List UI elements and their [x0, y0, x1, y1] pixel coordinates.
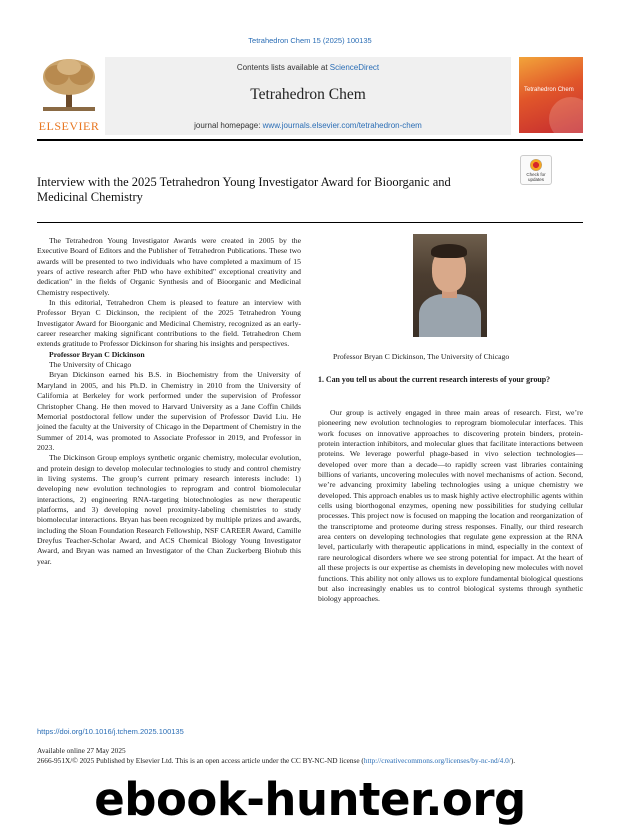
contents-line — [105, 63, 511, 72]
elsevier-tree-icon — [39, 57, 99, 113]
publisher-name: ELSEVIER — [38, 119, 100, 133]
question-heading: 1. Can you tell us about the current research interests of your group? — [318, 375, 551, 384]
elsevier-logo[interactable] — [37, 57, 101, 135]
cover-title: Tetrahedron Chem — [524, 87, 574, 93]
intro-paragraph-1: The Tetrahedron Young Investigator Awards were created in 2005 by the Executive Board of Editors and the Publisher of Tetrahedron Publications. These two awards will be presented to two individuals who have completed a maximum of 15 years of active research after PhD who have exhibited" exceptional creativity and dedication" in the fields of Organic Synthesis and of Bioorganic and Medicinal Chemistry respectively. — [37, 236, 301, 297]
title-rule — [37, 222, 583, 223]
left-column — [37, 236, 301, 567]
homepage-prefix: journal homepage: — [194, 121, 263, 130]
journal-banner — [105, 57, 511, 135]
journal-cover-image[interactable] — [519, 57, 583, 133]
license-link[interactable]: http://creativecommons.org/licenses/by-nc-nd/4.0/ — [363, 756, 511, 765]
check-updates-label: Check for updates — [526, 172, 546, 182]
header-rule — [37, 139, 583, 141]
journal-homepage-link[interactable]: www.journals.elsevier.com/tetrahedron-chem — [262, 121, 422, 130]
journal-header — [37, 57, 583, 135]
license-suffix: ). — [510, 756, 516, 765]
watermark-text: ebook-hunter.org — [94, 773, 526, 826]
check-for-updates-button[interactable] — [520, 155, 552, 185]
bio-paragraph-1: Bryan Dickinson earned his B.S. in Biochemistry from the University of Maryland in 2005, and his Ph.D. in Chemistry in 2010 from the University of California at Berkeley for work performed under the supervision of Professor Christopher Chang. He then moved to Harvard University as a Jane Coffin Childs Memorial postdoctoral fellow under the supervision of Professor David Liu. He joined the faculty at the University of Chicago in the Department of Chemistry in the Summer of 2014, was promoted to Associate Professor in 2019, and Professor in 2023. — [37, 370, 301, 452]
contents-prefix: Contents lists available at — [236, 63, 330, 72]
photo-shirt — [419, 294, 481, 337]
bio-paragraph-2: The Dickinson Group employs synthetic organic chemistry, molecular evolution, and protein design to develop molecular technologies to study and control chemistry in living systems. The group’s current primary research interests include: 1) developing new evolution technologies to reprogram and control biomolecular interactions, 2) engineering RNA-targeting biotechnologies as new therapeutic platforms, and 3) developing novel proximity-labeling chemistries to study biomolecular interactions. Bryan has been recognized by multiple prizes and awards, including the Sloan Foundation Research Fellowship, NSF CAREER Award, Camille Dreyfus Teacher-Scholar Award, and ACS Chemical Biology Young Investigator Award, and Bryan was named an Investigator of the Chan Zuckerberg Biohub this year. — [37, 453, 301, 566]
answer-paragraph: Our group is actively engaged in three main areas of research. First, we’re pioneering new evolution technologies to reprogram biomolecular interfaces. This work focuses on innovative approaches to discovering protein binders, protein-protein interaction inhibitors, and molecular glues that facilitate interactions between proteins. We leverage powerful phage-based in vivo selection technologies—developed over more than a decade—to rapidly screen vast libraries containing billions of variants, uncovering molecules with novel mechanisms of action. Second, we’re advancing proximity labeling technologies using a unique chemistry we developed. This approach enables us to mask highly active electrophilic agents within cells using biorthogonal enzymes, opening new possibilities for studying cellular processes. This project now is focused on mapping the location and reorganization of the transcriptome and proteome during stress responses. Finally, our third research area centers on developing technologies that regulate gene expression at the RNA level, particularly with therapeutic applications in mind, especially in the context of rare neurological disorders where we see strong potential for impact. At the heart of all these projects is our expertise as chemists in developing new molecules with novel functions. This ability not only allows us to explore fundamental biological questions but also increasingly enables us to control biological systems through synthetic biology approaches. — [318, 408, 583, 604]
photo-caption: Professor Bryan C Dickinson, The University of Chicago — [333, 352, 510, 361]
journal-reference-link[interactable]: Tetrahedron Chem 15 (2025) 100135 — [248, 36, 372, 45]
cover-decoration — [549, 97, 583, 133]
journal-title: Tetrahedron Chem — [250, 86, 366, 103]
crossmark-icon — [530, 159, 542, 171]
license-line — [37, 756, 515, 765]
interviewee-name: Professor Bryan C Dickinson — [49, 349, 145, 359]
intro-paragraph-2: In this editorial, Tetrahedron Chem is pleased to feature an interview with Professor Bryan C Dickinson, the recipient of the 2025 Tetrahedron Young Investigator Award for Bioorganic and Medicinal Chemistry, recognized as an early-career researcher making significant contributions to the field. Tetrahedron Chem extends gratitude to Professor Dickinson for sharing his insights and perspectives. — [37, 298, 301, 349]
article-title: Interview with the 2025 Tetrahedron Young Investigator Award for Bioorganic and Medicinal Chemistry — [37, 175, 451, 204]
doi-link[interactable]: https://doi.org/10.1016/j.tchem.2025.100135 — [37, 727, 184, 736]
sciencedirect-link[interactable]: ScienceDirect — [329, 63, 380, 72]
license-prefix: 2666-951X/© 2025 Published by Elsevier Ltd. This is an open access article under the CC BY-NC-ND license ( — [37, 756, 364, 765]
available-online: Available online 27 May 2025 — [37, 746, 126, 755]
interviewee-affiliation: The University of Chicago — [49, 360, 132, 370]
photo-hair — [431, 244, 467, 258]
portrait-photo — [413, 234, 487, 337]
homepage-line — [105, 121, 511, 130]
